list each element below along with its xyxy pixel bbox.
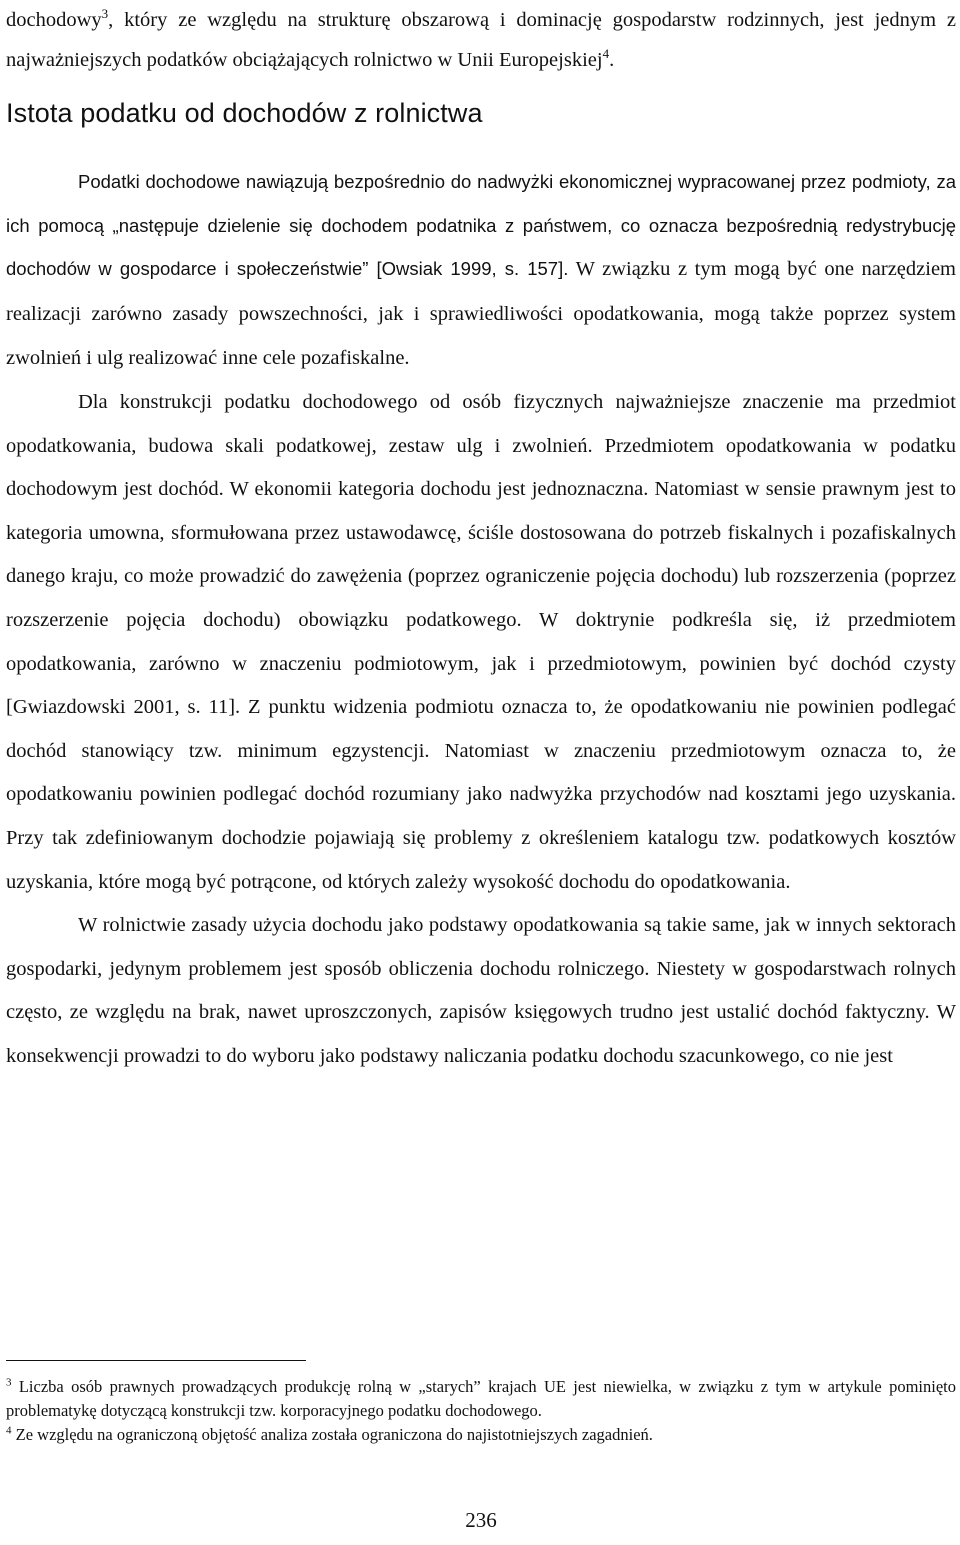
text-run: dochodowy (6, 9, 102, 31)
text-run: , który ze względu na strukturę obszarową i dominację gospodarstw rodzinnych, jest jednym z najważniejszych podatków obciążających rolnictwo w Unii Europejskiej (6, 9, 956, 71)
footnote-ref-3[interactable]: 3 (101, 6, 109, 22)
footnote-marker-4: 4 (6, 1424, 12, 1437)
paragraph-2: Dla konstrukcji podatku dochodowego od osób fizycznych najważniejsze znaczenie ma przedmiot opodatkowania, budowa skali podatkowej, zestaw ulg i zwolnień. Przedmiotem opodatkowania w podatku dochodowym jest dochód. W ekonomii kategoria dochodu jest jednoznaczna. Natomiast w sensie prawnym jest to kategoria umowna, sformułowana przez ustawodawcę, ściśle dostosowana do potrzeb fiskalnych i pozafiskalnych danego kraju, co może prowadzić do zawężenia (poprzez ograniczenie pojęcia dochodu) lub rozszerzenia (poprzez rozszerzenie pojęcia dochodu) obowiązku podatkowego. W doktrynie podkreśla się, iż przedmiotem opodatkowania, zarówno w znaczeniu podmiotowym, jak i przedmiotowym, powinien być dochód czysty [Gwiazdowski 2001, s. 11]. Z punktu widzenia podmiotu oznacza to, że opodatkowaniu nie powinien podlegać dochód stanowiący tzw. minimum egzystencji. Natomiast w znaczeniu przedmiotowym oznacza to, że opodatkowaniu powinien podlegać dochód rozumiany jako nadwyżka przychodów nad kosztami jego uzyskania. Przy tak zdefiniowanym dochodzie pojawiają się problemy z określeniem katalogu tzw. podatkowych kosztów uzyskania, które mogą być potrącone, od których zależy wysokość dochodu do opodatkowania. (6, 390, 956, 893)
section-heading: Istota podatku od dochodów z rolnictwa (6, 98, 483, 128)
footnote-4 (6, 1423, 956, 1447)
footnotes (6, 1375, 956, 1447)
paragraph-1-text (6, 160, 956, 381)
main-text (6, 160, 956, 1078)
footnote-4-text: Ze względu na ograniczoną objętość analiza została ograniczona do najistotniejszych zagadnień. (11, 1425, 653, 1444)
page-number: 236 (465, 1508, 497, 1532)
paragraph-continued-text (6, 0, 956, 80)
paragraph-1 (6, 160, 956, 381)
continued-paragraph (6, 0, 956, 80)
paragraph-3: W rolnictwie zasady użycia dochodu jako podstawy opodatkowania są takie same, jak w innych sektorach gospodarki, jedynym problemem jest sposób obliczenia dochodu rolniczego. Niestety w gospodarstwach rolnych często, ze względu na brak, nawet uproszczonych, zapisów księgowych trudno jest ustalić dochód faktyczny. W konsekwencji prowadzi to do wyboru jako podstawy naliczania podatku dochodu szacunkowego, co nie jest (6, 914, 956, 1067)
paragraph-1-serif-run: W związku z tym mogą być one narzędziem realizacji zarówno zasady powszechności, jak i sprawiedliwości opodatkowania, mogą także poprzez system zwolnień i ulg realizować inne cele pozafiskalne. (6, 258, 956, 370)
footnote-marker-3: 3 (6, 1376, 12, 1389)
footnote-3 (6, 1375, 956, 1423)
text-run: . (609, 49, 615, 71)
footnote-ref-4[interactable]: 4 (602, 46, 610, 62)
footnote-3-text: Liczba osób prawnych prowadzących produkcję rolną w „starych” krajach UE jest niewielka, w związku z tym w artykule pominięto problematykę dotyczącą konstrukcji tzw. korporacyjnego podatku dochodowego. (6, 1377, 956, 1420)
footnote-divider (6, 1360, 306, 1361)
paragraph-1-sans-run: Podatki dochodowe nawiązują bezpośrednio do nadwyżki ekonomicznej wypracowanej przez podmioty, za ich pomocą „następuje dzielenie się dochodem podatnika z państwem, co oznacza bezpośrednią redystrybucję dochodów w gospodarce i społeczeństwie” [Owsiak 1999, s. 157]. (6, 171, 956, 280)
